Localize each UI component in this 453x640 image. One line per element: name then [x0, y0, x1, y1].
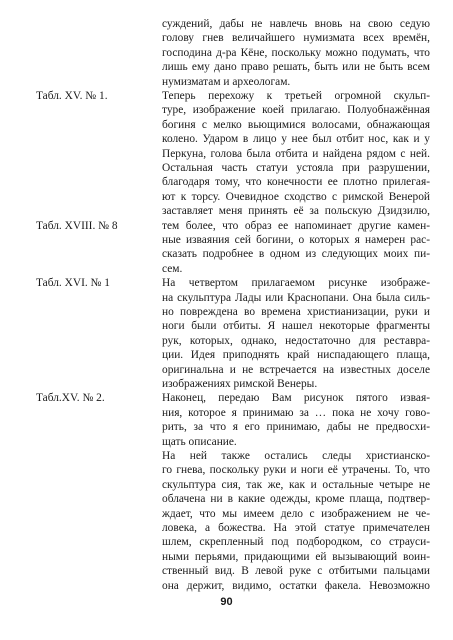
- text-line: голову гнев величайшего нумизмата всех времён,: [162, 32, 430, 45]
- text-line: ния, которое я принимаю за … пока не хочу гово-: [162, 406, 430, 419]
- text-line: рить, за что я его принимаю, дабы не предвосхи-: [162, 421, 430, 434]
- text-line: ные изваяния сей богини, о которых я намерен рас-: [162, 234, 430, 246]
- page-number: 90: [220, 596, 233, 608]
- text-line: сем.: [162, 262, 183, 275]
- text-line: ждает, что мы имеем дело с изображением не че-: [162, 507, 430, 520]
- text-line: но повреждена во времена христианизации, руки и: [162, 306, 430, 318]
- text-line: На четвертом прилагаемом рисунке изображе-: [162, 277, 430, 290]
- text-line: колено. Ударом в лицо у нее был отбит нос, как и у: [162, 133, 430, 146]
- text-line: скульптура сия, так же, как и остальные четыре не: [162, 478, 430, 491]
- text-line: на скульптура Лады или Краснопани. Она была силь-: [162, 291, 430, 304]
- text-line: ными перьями, придающими ей вызывающий воин-: [162, 550, 430, 563]
- text-line: ноги были отбиты. Я нашел некоторые фрагменты: [162, 320, 430, 333]
- text-line: благодаря тому, что конечности ее плотно прилегая-: [162, 176, 430, 189]
- text-line: господина д-ра Кёне, поскольку можно подумать, что: [162, 46, 430, 59]
- text-line: Остальная часть статуи устояла при разрушении,: [162, 162, 430, 174]
- text-line: изображениях римской Венеры.: [162, 378, 318, 390]
- text-line: сказать подробнее в одном из следующих моих пи-: [162, 248, 430, 261]
- margin-note-table-ref: Табл.XV. № 2.: [36, 392, 105, 405]
- text-line: ют к торсу. Очевидное сходство с римской Венерой: [162, 190, 430, 203]
- text-line: облачена ни в какие одежды, кроме плаща, подтвер-: [162, 493, 430, 506]
- text-line: Теперь перехожу к третьей огромной скульп-: [162, 90, 430, 102]
- text-line: заставляет меня принять её за польскую Дзидзилю,: [162, 205, 430, 218]
- text-line: богиня с мелко вьющимися волосами, обнажающая: [162, 118, 430, 131]
- margin-note-table-ref: Табл. XVIII. № 8: [36, 219, 118, 232]
- text-line: суждений, дабы не навлечь вновь на свою седую: [162, 18, 430, 30]
- text-line: Перкуна, голова была отбита и найдена рядом с ней.: [162, 147, 430, 160]
- text-line: лишь ему дано право решать, быть или не быть всем: [162, 61, 430, 74]
- text-line: ции. Идея приподнять край ниспадающего плаща,: [162, 349, 430, 362]
- text-line: ственный вид. В левой руке с отбитыми пальцами: [162, 565, 430, 578]
- text-line: нумизматам и археологам.: [162, 75, 291, 88]
- text-line: шлем, скрепленный под подбородком, со страуси-: [162, 536, 430, 549]
- text-line: тем более, что образ ее напоминает другие камен-: [162, 219, 430, 232]
- text-line: она держит, видимо, остатки факела. Невозможно: [162, 579, 430, 592]
- text-line: рук, которых, однако, недостаточно для реставра-: [162, 334, 430, 347]
- margin-note-table-ref: Табл. XVI. № 1: [36, 277, 110, 290]
- margin-note-table-ref: Табл. XV. № 1.: [36, 90, 108, 102]
- text-line: ловека, а божества. На этой статуе примечателен: [162, 522, 430, 534]
- text-line: го гнева, поскольку руки и ноги её утрачены. То, что: [162, 464, 430, 477]
- text-line: Наконец, передаю Вам рисунок пятого извая-: [162, 392, 430, 405]
- text-line: оригинальна и не встречается на известных доселе: [162, 363, 430, 376]
- text-line: щать описание.: [162, 435, 237, 448]
- text-line: туре, изображение коей прилагаю. Полуобнажённая: [162, 104, 430, 117]
- text-line: На ней также остались следы христианско-: [162, 450, 430, 462]
